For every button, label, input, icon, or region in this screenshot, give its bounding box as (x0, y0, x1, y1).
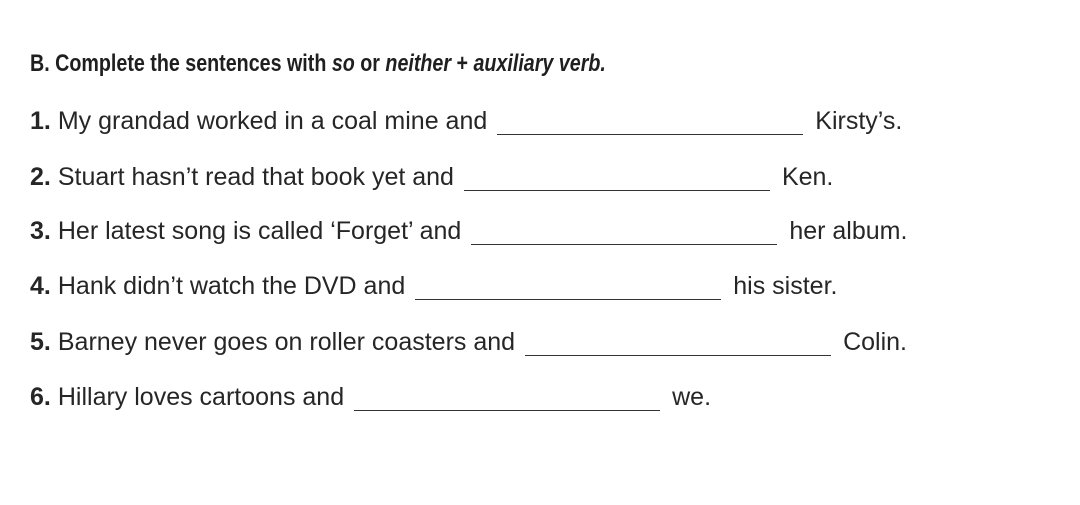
sentence-number: 2. (30, 162, 51, 191)
sentence-5 (30, 326, 907, 358)
sentence-1 (30, 105, 902, 137)
sentence-3 (30, 215, 907, 247)
heading-word-auxiliary: auxiliary verb. (473, 50, 606, 77)
answer-blank-5[interactable] (525, 333, 831, 356)
sentence-6 (30, 381, 711, 413)
heading-label: B. Complete the sentences with (30, 50, 327, 77)
exercise-heading (30, 49, 606, 79)
sentence-2 (30, 161, 833, 193)
sentence-text-before: Her latest song is called ‘Forget’ and (57, 216, 462, 245)
sentence-text-before: Stuart hasn’t read that book yet and (57, 162, 454, 191)
sentence-text-after: we. (672, 382, 712, 411)
sentence-text-after: her album. (789, 216, 908, 245)
exercise-b (30, 0, 1070, 505)
sentence-text-before: Hank didn’t watch the DVD and (57, 271, 406, 300)
sentence-number: 4. (30, 271, 51, 300)
sentence-text-before: Barney never goes on roller coasters and (57, 327, 516, 356)
heading-plus: + (456, 50, 468, 77)
heading-word-or: or (360, 50, 380, 77)
sentence-number: 3. (30, 216, 51, 245)
heading-word-so: so (331, 50, 355, 77)
sentence-text-before: My grandad worked in a coal mine and (57, 106, 488, 135)
sentence-text-before: Hillary loves cartoons and (57, 382, 345, 411)
answer-blank-4[interactable] (415, 277, 721, 300)
sentence-number: 6. (30, 382, 51, 411)
heading-word-neither: neither (385, 50, 452, 77)
sentence-text-after: his sister. (733, 271, 838, 300)
sentence-text-after: Kirsty’s. (815, 106, 903, 135)
answer-blank-3[interactable] (471, 222, 777, 245)
sentence-number: 5. (30, 327, 51, 356)
answer-blank-2[interactable] (464, 168, 770, 191)
sentence-text-after: Colin. (843, 327, 907, 356)
sentence-text-after: Ken. (781, 162, 834, 191)
answer-blank-1[interactable] (497, 112, 803, 135)
sentence-number: 1. (30, 106, 51, 135)
sentence-4 (30, 270, 837, 302)
answer-blank-6[interactable] (354, 388, 660, 411)
